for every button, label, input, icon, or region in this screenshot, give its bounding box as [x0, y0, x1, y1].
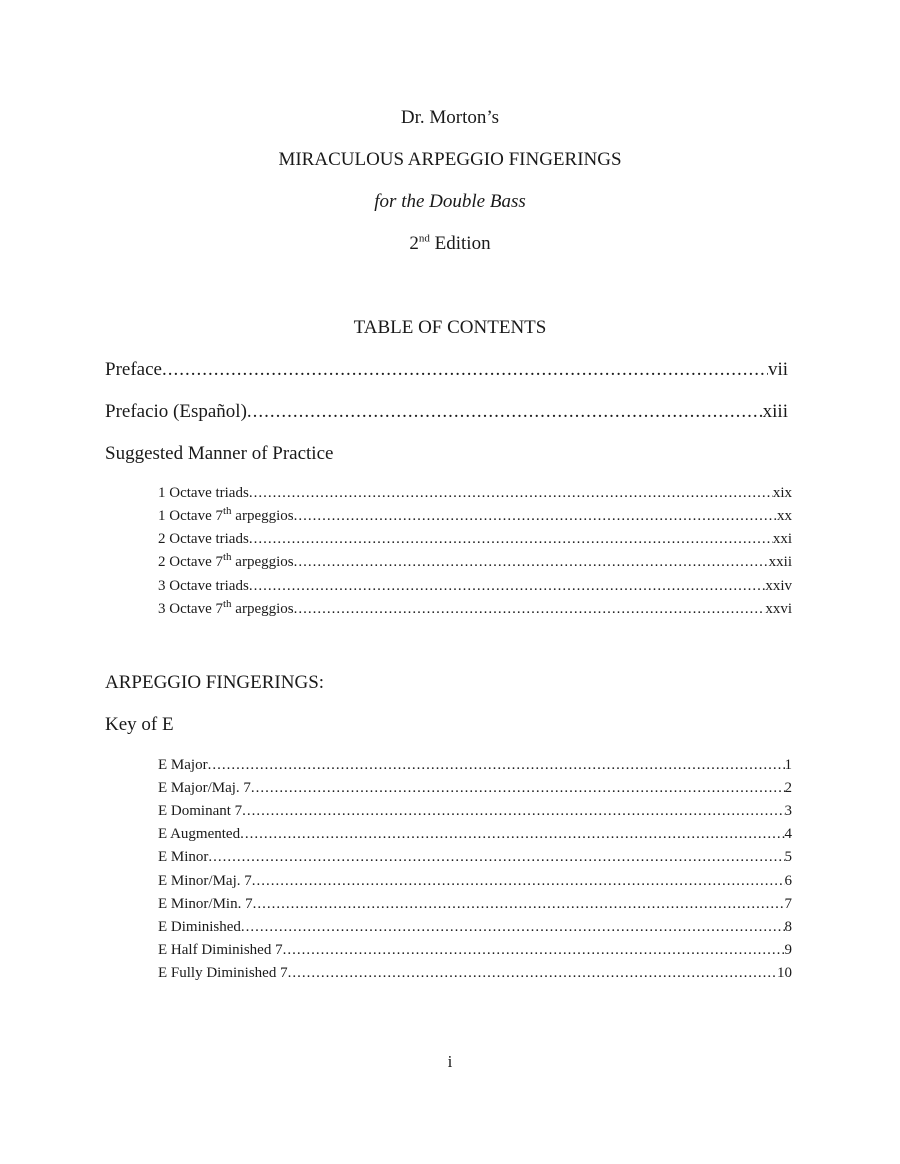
toc-subentry[interactable] [158, 963, 792, 983]
toc-subentry[interactable] [158, 755, 792, 775]
toc-entry-label: E Major/Maj. 7 [158, 780, 251, 796]
dot-leader [241, 917, 785, 937]
toc-entry-label: 2 Octave 7th arpeggios [158, 552, 294, 570]
dot-leader [294, 599, 766, 619]
practice-heading: Suggested Manner of Practice [105, 443, 334, 464]
edition-word: Edition [429, 233, 491, 254]
toc-entry-label: E Diminished [158, 919, 241, 935]
author-line: Dr. Morton’s [400, 107, 500, 128]
toc-subentry[interactable] [158, 576, 792, 596]
page-number: i [447, 1052, 453, 1071]
dot-leader [249, 576, 766, 596]
toc-subentry[interactable] [158, 894, 792, 914]
toc-entry-label: E Minor/Min. 7 [158, 896, 253, 912]
toc-entry-page: 5 [784, 849, 792, 865]
toc-entry-label: 2 Octave triads [158, 531, 249, 547]
dot-leader [251, 778, 785, 798]
toc-entry-page: 1 [784, 757, 792, 773]
toc-entry-page: 2 [784, 780, 792, 796]
toc-subentry[interactable] [158, 506, 792, 526]
toc-entry-label: 3 Octave 7th arpeggios [158, 599, 294, 617]
toc-entry-preface[interactable] [105, 358, 788, 382]
toc-entry-page: 9 [784, 942, 792, 958]
toc-entry-prefacio[interactable] [105, 400, 788, 424]
dot-leader [208, 847, 784, 867]
toc-subentry[interactable] [158, 801, 792, 821]
toc-entry-page: 10 [777, 965, 792, 981]
toc-entry-page: 3 [784, 803, 792, 819]
toc-entry-page: 8 [784, 919, 792, 935]
dot-leader [240, 824, 784, 844]
toc-subentry[interactable] [158, 552, 792, 572]
dot-leader [283, 940, 785, 960]
key-heading: Key of E [105, 714, 174, 735]
toc-entry-page: 7 [784, 896, 792, 912]
dot-leader [162, 358, 768, 382]
toc-entry-page: 6 [784, 873, 792, 889]
toc-entry-label: E Minor/Maj. 7 [158, 873, 252, 889]
dot-leader [249, 529, 773, 549]
edition-line [0, 232, 900, 256]
toc-subentry[interactable] [158, 847, 792, 867]
toc-subentry[interactable] [158, 529, 792, 549]
toc-entry-label: E Dominant 7 [158, 803, 243, 819]
toc-entry-page: xxiv [765, 578, 792, 594]
dot-leader [288, 963, 777, 983]
fingerings-heading: ARPEGGIO FINGERINGS: [105, 672, 325, 693]
dot-leader [294, 552, 769, 572]
toc-entry-page: xxii [768, 554, 792, 570]
dot-leader [247, 400, 763, 424]
toc-entry-label: 3 Octave triads [158, 578, 249, 594]
book-subtitle: for the Double Bass [374, 191, 526, 212]
toc-entry-label: 1 Octave 7th arpeggios [158, 506, 294, 524]
toc-entry-label: E Major [158, 757, 208, 773]
toc-subentry[interactable] [158, 871, 792, 891]
dot-leader [242, 801, 784, 821]
toc-subentry[interactable] [158, 917, 792, 937]
dot-leader [252, 871, 785, 891]
toc-subentry[interactable] [158, 940, 792, 960]
toc-entry-page: xxi [772, 531, 792, 547]
toc-entry-label: 1 Octave triads [158, 485, 249, 501]
toc-entry-page: xiii [762, 401, 788, 422]
toc-entry-label: Prefacio (Español) [105, 401, 247, 422]
toc-title: TABLE OF CONTENTS [353, 317, 547, 338]
toc-entry-page: xxvi [765, 601, 792, 617]
toc-entry-label: E Fully Diminished 7 [158, 965, 288, 981]
book-title: MIRACULOUS ARPEGGIO FINGERINGS [278, 149, 622, 170]
toc-entry-page: xix [772, 485, 792, 501]
toc-entry-page: xx [777, 508, 792, 524]
toc-entry-page: vii [767, 359, 788, 380]
toc-subentry[interactable] [158, 824, 792, 844]
toc-entry-label: Preface [105, 359, 162, 380]
toc-entry-label: E Augmented [158, 826, 241, 842]
edition-suffix: nd [418, 232, 430, 245]
dot-leader [294, 506, 777, 526]
edition-number: 2 [409, 233, 419, 254]
toc-entry-label: E Half Diminished 7 [158, 942, 283, 958]
dot-leader [208, 755, 785, 775]
dot-leader [253, 894, 785, 914]
toc-subentry[interactable] [158, 778, 792, 798]
toc-subentry[interactable] [158, 483, 792, 503]
toc-entry-label: E Minor [158, 849, 209, 865]
dot-leader [249, 483, 773, 503]
toc-subentry[interactable] [158, 599, 792, 619]
toc-entry-page: 4 [784, 826, 792, 842]
